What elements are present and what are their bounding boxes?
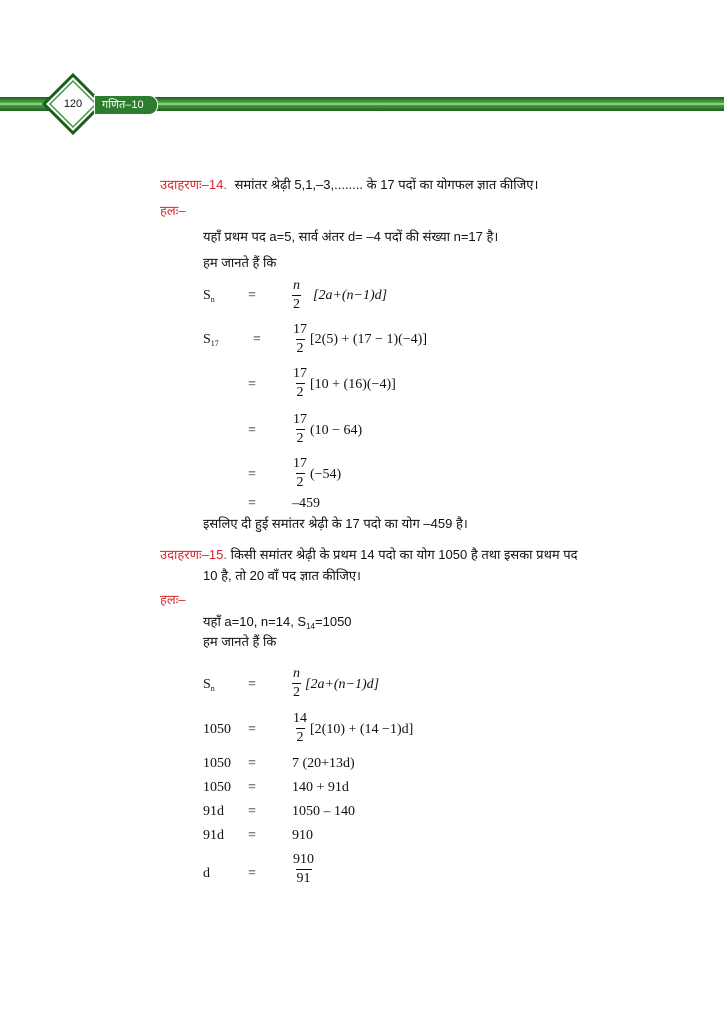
subject-label: गणित–10 <box>102 99 144 111</box>
ex15-step4-lhs: 1050 <box>203 780 231 795</box>
example-15-question-line2: 10 है, तो 20 वाँ पद ज्ञात कीजिए। <box>203 568 361 583</box>
ex14-step5-fraction: $\frac{17}{2}$ <box>293 456 307 490</box>
ex15-step3-eq: = <box>248 756 256 771</box>
example-14-heading <box>160 177 538 193</box>
example-14-label: उदाहरणः–14. <box>160 177 227 192</box>
ex14-step6-eq: = <box>248 496 256 511</box>
ex14-step1-lhs: $S_n$ <box>203 288 215 304</box>
ex15-step6-rhs: 910 <box>292 828 313 843</box>
example-15-heading <box>160 547 578 563</box>
subject-tab <box>94 95 158 115</box>
page-number: 120 <box>63 98 83 110</box>
ex14-step2-lhs: $S_{17}$ <box>203 332 219 348</box>
example-15-question-line1: किसी समांतर श्रेढ़ी के प्रथम 14 पदो का योग 1050 है तथा इसका प्रथम पद <box>230 547 578 562</box>
ex15-step5-rhs: 1050 – 140 <box>292 804 355 819</box>
ex15-step1-eq: = <box>248 677 256 692</box>
example-15-given: यहाँ a=10, n=14, $S_{14}=1050$ <box>203 614 352 631</box>
ex15-step5-eq: = <box>248 804 256 819</box>
ex15-step6-lhs: 91d <box>203 828 224 843</box>
ex15-step3-rhs: 7 (20+13d) <box>292 756 355 771</box>
ex15-step1-lhs: $S_n$ <box>203 677 215 693</box>
example-14-conclusion: इसलिए दी हुई समांतर श्रेढ़ी के 17 पदो का योग –459 है। <box>203 516 468 531</box>
example-15-known: हम जानते हैं कि <box>203 634 277 649</box>
ex14-step4-eq: = <box>248 423 256 438</box>
ex15-step7-lhs: d <box>203 866 210 881</box>
ex15-step2-rhs: [2(10) + (14 −1)d] <box>310 722 414 737</box>
ex14-step1-rhs: [2a+(n−1)d] <box>313 288 388 303</box>
ex14-step5-rhs: (−54) <box>310 467 342 482</box>
example-14-given: यहाँ प्रथम पद a=5, सार्व अंतर d= –4 पदों की संख्या n=17 है। <box>203 229 499 244</box>
example-15-solution-label: हलः– <box>160 592 186 607</box>
ex14-step3-eq: = <box>248 377 256 392</box>
ex15-step2-lhs: 1050 <box>203 722 231 737</box>
ex15-step1-rhs: [2a+(n−1)d] <box>305 677 380 692</box>
example-14-solution-label: हलः– <box>160 203 186 218</box>
ex15-step4-eq: = <box>248 780 256 795</box>
example-14-question: समांतर श्रेढ़ी 5,1,–3,........ के 17 पदों का योगफल ज्ञात कीजिए। <box>234 177 539 192</box>
ex15-step5-lhs: 91d <box>203 804 224 819</box>
ex15-step1-fraction: $\frac{n}{2}$ <box>293 666 300 700</box>
ex14-step2-fraction: $\frac{17}{2}$ <box>293 322 307 356</box>
ex15-step3-lhs: 1050 <box>203 756 231 771</box>
ex14-step4-fraction: $\frac{17}{2}$ <box>293 412 307 446</box>
ex15-step4-rhs: 140 + 91d <box>292 780 349 795</box>
ex14-step1-fraction: $\frac{n}{2}$ <box>293 278 300 312</box>
ex14-step1-eq: = <box>248 288 256 303</box>
ex14-step3-fraction: $\frac{17}{2}$ <box>293 366 307 400</box>
example-15-label: उदाहरणः–15. <box>160 547 227 562</box>
ex14-step2-rhs: [2(5) + (17 − 1)(−4)] <box>310 332 427 347</box>
ex15-step6-eq: = <box>248 828 256 843</box>
ex15-step2-fraction: $\frac{14}{2}$ <box>293 711 307 745</box>
ex15-step7-fraction: $\frac{910}{91}$ <box>293 852 314 886</box>
ex14-step6-rhs: –459 <box>292 496 320 511</box>
example-14-known: हम जानते हैं कि <box>203 255 277 270</box>
ex14-step2-eq: = <box>253 332 261 347</box>
ex15-step7-eq: = <box>248 866 256 881</box>
ex14-step5-eq: = <box>248 467 256 482</box>
ex14-step3-rhs: [10 + (16)(−4)] <box>310 377 396 392</box>
ex14-step4-rhs: (10 − 64) <box>310 423 363 438</box>
ex15-step2-eq: = <box>248 722 256 737</box>
